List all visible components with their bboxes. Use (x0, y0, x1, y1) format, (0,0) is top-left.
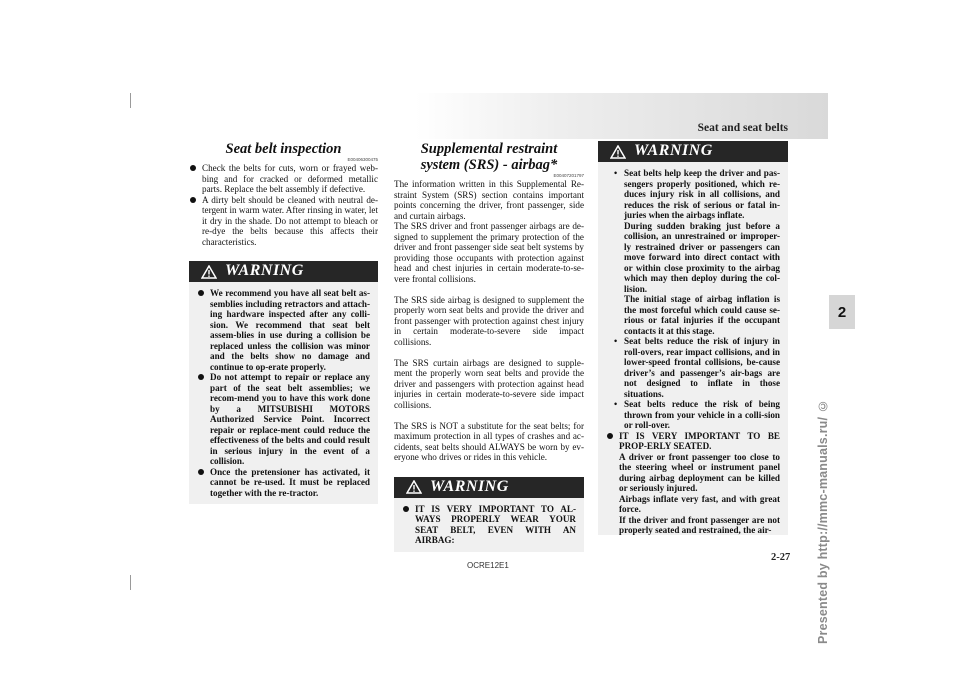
warning-box (189, 261, 378, 504)
warning-body (598, 162, 788, 536)
list-item-text: Check the belts for cuts, worn or frayed web-bing and for cracked or deformed metallic parts. Replace the belt assembly if defective. (202, 163, 378, 194)
column-srs-airbag (394, 141, 584, 552)
list-item-paragraph: Airbags inflate very fast, and with great force. (619, 493, 780, 514)
warning-label: WARNING (225, 262, 304, 280)
warning-triangle-icon (406, 480, 422, 494)
bullet-icon (190, 165, 196, 171)
sub-list-item-text: Seat belts reduce the risk of injury in roll-overs, rear impact collisions, and in lower-speed frontal collisions, be-cause driver’s and passenger’s air-bags are not designed to inflate in those situations. (624, 336, 780, 399)
section-code: E00406300475 (347, 157, 378, 162)
footer-code: OCRE12E1 (467, 561, 509, 570)
list-item (402, 504, 576, 546)
warning-box (394, 477, 584, 552)
column-warning-continued (598, 141, 788, 535)
warning-body (189, 282, 378, 498)
paragraph: The SRS side airbag is designed to supplement the properly worn seat belts and provide the driver and front passenger with protection against chest injury in certain moderate-to-severe side impact collisions. (394, 294, 584, 347)
warning-header (598, 141, 788, 162)
paragraph: The SRS is NOT a substitute for the seat belts; for maximum protection in all types of crashes and ac-cidents, seat belts should ALWAYS be worn by ev-eryone who drives or rides in this vehicle. (394, 420, 584, 462)
sub-list-item-text: Seat belts help keep the driver and pas-sengers properly positioned, which re-duces injury risk in all collisions, and reduces the risk of serious or fatal in-juries when the airbags inflate. (624, 168, 780, 220)
sub-list-item (606, 336, 780, 399)
warning-box (598, 141, 788, 535)
chapter-tab (829, 295, 855, 329)
crop-mark (130, 93, 131, 108)
list-item-text: IT IS VERY IMPORTANT TO BE PROP-ERLY SEATED. (619, 430, 780, 451)
list-item-text: We recommend you have all seat belt as-semblies including retractors and attach-ing hardware inspected after any colli-sion. We recommend that seat belt assem-blies in use during a collision be replaced unless the collision was minor and the belts show no damage and continue to op-erate properly. (210, 288, 370, 372)
warning-label: WARNING (634, 142, 713, 160)
list-item-paragraph: A driver or front passenger too close to the steering wheel or instrument panel during airbag deployment can be killed or seriously injured. (619, 451, 780, 493)
page-number: 2-27 (771, 552, 791, 563)
sub-list-item-text: Seat belts reduce the risk of being thrown from your vehicle in a colli-sion or roll-over. (624, 399, 780, 430)
paragraph: The SRS curtain airbags are designed to supple-ment the properly worn seat belts and provide the driver and passengers with protection against head injuries in certain moderate-to-severe side impact collisions. (394, 357, 584, 410)
list-item (197, 372, 370, 467)
warning-header (394, 477, 584, 498)
warning-triangle-icon (201, 265, 217, 279)
sub-bullet-icon: • (614, 399, 618, 409)
paragraph: The SRS driver and front passenger airbags are de-signed to supplement the primary protection of the driver and front passenger side seat belt systems by providing those occupants with protection against head and chest injuries in certain moderate-to-se-vere frontal collisions. (394, 221, 584, 284)
section-title: Seat belt inspection (225, 141, 342, 157)
list-item (197, 467, 370, 499)
list-item-paragraph: If the driver and front passenger are not properly seated and restrained, the air- (619, 514, 780, 535)
bullet-icon (190, 197, 196, 203)
crop-mark (130, 575, 131, 590)
list-item (189, 195, 378, 248)
list-item (606, 431, 780, 452)
bullet-icon (198, 469, 204, 475)
list-item-text: A dirty belt should be cleaned with neutral de-tergent in warm water. After rinsing in water, let it dry in the shade. Do not attempt to bleach or re-dye the belts because this affects their characteristics. (202, 194, 378, 247)
header-section-title: Seat and seat belts (697, 122, 788, 134)
warning-label: WARNING (430, 477, 509, 495)
bullet-icon (198, 290, 204, 296)
list-item (197, 288, 370, 372)
list-item (189, 163, 378, 195)
sub-list-item (606, 399, 780, 431)
warning-body (394, 498, 584, 546)
sub-list-item-paragraph: The initial stage of airbag inflation is the most forceful which could cause se-rious or fatal injuries if the occupant contacts it at this stage. (624, 294, 780, 336)
list-item-text: IT IS VERY IMPORTANT TO AL-WAYS PROPERLY WEAR YOUR SEAT BELT, EVEN WITH AN AIRBAG: (415, 503, 576, 545)
section-code: E00407201797 (553, 173, 584, 178)
sub-list-item-paragraph: During sudden braking just before a collision, an unrestrained or improper-ly restrained driver or passengers can move forward into direct contact with or within close proximity to the airbag which may then deploy during the col-lision. (624, 220, 780, 294)
bullet-icon (198, 374, 204, 380)
warning-triangle-icon (610, 145, 626, 159)
bullet-icon (607, 433, 613, 439)
paragraph: The information written in this Supplemental Re-straint System (SRS) section contains important points concerning the driver, front passenger, side and curtain airbags. (394, 179, 584, 221)
section-title: Supplemental restraint system (SRS) - airbag* (420, 141, 558, 173)
watermark: Presented by http://mmc-manuals.ru/ © (816, 398, 830, 644)
column-seat-belt-inspection (189, 141, 378, 504)
bullet-icon (403, 506, 409, 512)
list-item-text: Do not attempt to repair or replace any part of the seat belt assemblies; we recom-mend you to have this work done by a MITSUBISHI MOTORS Authorized Service Point. Incorrect repair or replace-ment could reduce the effectiveness of the belts and could result in serious injury in the event of a collision. (210, 372, 370, 466)
chapter-number: 2 (837, 303, 847, 321)
sub-list-item (606, 168, 780, 221)
sub-bullet-icon: • (614, 168, 618, 178)
list-item-text: Once the pretensioner has activated, it cannot be re-used. It must be replaced together with the re-tractor. (210, 466, 370, 498)
warning-header (189, 261, 378, 282)
sub-bullet-icon: • (614, 336, 618, 346)
